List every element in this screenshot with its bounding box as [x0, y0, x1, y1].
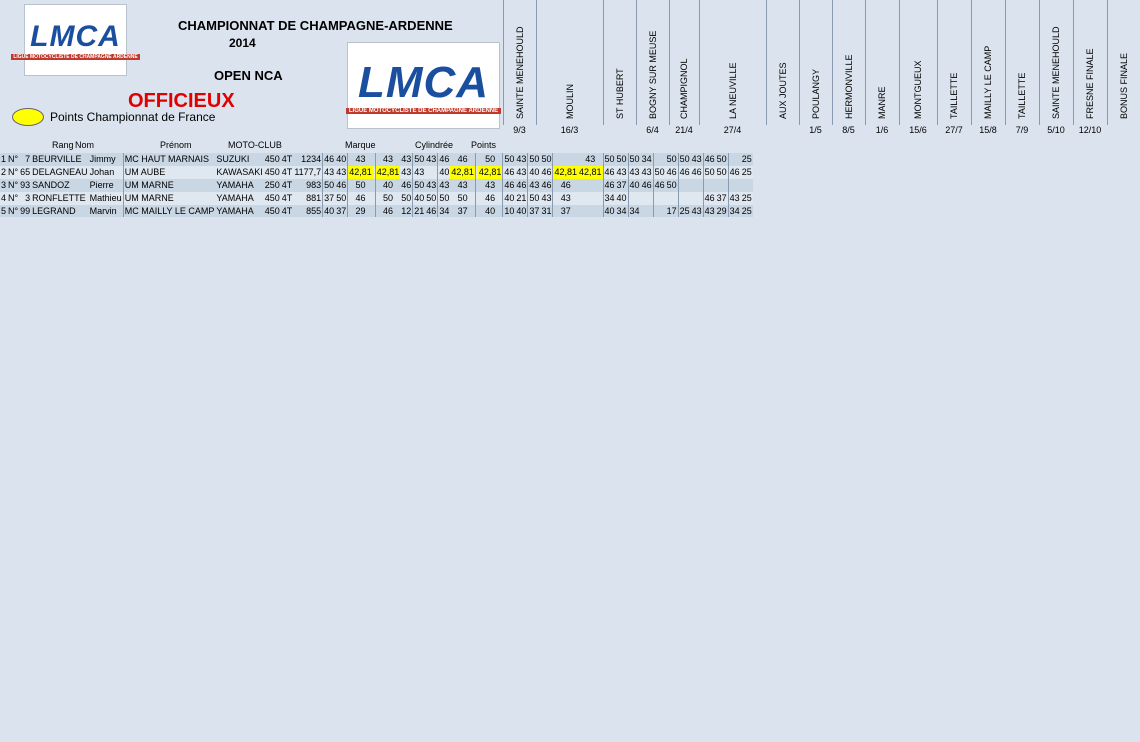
table-cell: 450	[264, 206, 280, 216]
table-cell: 17	[666, 206, 677, 216]
table-cell: 43	[439, 180, 450, 191]
table-cell: 40	[439, 167, 450, 178]
table-cell: SANDOZ	[31, 179, 89, 192]
event-header	[937, 0, 971, 125]
table-cell: 50	[716, 154, 727, 165]
table-cell: 50	[716, 167, 727, 178]
legend-yellow-swatch	[12, 108, 44, 126]
table-cell: UM MARNE	[123, 179, 215, 192]
event-header	[636, 0, 669, 125]
season-year: 2014	[229, 36, 256, 50]
table-row	[0, 166, 753, 179]
table-cell: YAMAHA	[215, 192, 263, 205]
event-date: 12/10	[1078, 125, 1102, 135]
table-row	[0, 192, 753, 205]
table-cell: 37	[450, 205, 475, 218]
table-cell: 29	[716, 206, 727, 216]
table-cell: 46	[439, 154, 450, 165]
event-date: 21/4	[675, 125, 693, 135]
table-cell: N°	[8, 180, 19, 191]
col-nom: Nom	[75, 140, 95, 150]
table-cell: 50	[426, 193, 437, 204]
table-cell: 50	[336, 193, 347, 204]
table-cell: 43	[553, 192, 578, 205]
event-name: CHAMPIGNOL	[679, 58, 689, 119]
table-cell	[653, 205, 666, 218]
table-cell: 4T	[281, 180, 293, 191]
table-cell: 37	[529, 206, 540, 216]
table-cell	[666, 192, 679, 205]
table-cell	[716, 179, 729, 192]
table-row	[0, 179, 753, 192]
table-cell: 1177,7	[294, 167, 322, 178]
table-cell: 42,81	[349, 167, 372, 178]
legend-label: Points Championnat de France	[50, 110, 216, 124]
table-cell: 46	[704, 154, 715, 165]
table-cell: 37	[336, 206, 347, 216]
table-cell	[678, 179, 691, 192]
table-cell: 43	[336, 167, 347, 178]
table-cell: 40	[604, 206, 615, 216]
table-cell: 40	[336, 154, 347, 165]
table-cell: 43	[691, 206, 702, 216]
table-cell: 37	[616, 180, 627, 191]
table-cell: 4T	[281, 193, 293, 204]
table-cell: 43	[375, 153, 400, 166]
table-cell: 2	[1, 167, 7, 178]
table-cell: 4T	[281, 206, 293, 216]
table-cell	[578, 205, 603, 218]
event-name: MONTGUEUX	[913, 60, 923, 119]
table-cell: 43	[729, 193, 740, 204]
table-cell: 46	[504, 167, 515, 178]
table-cell: 25	[741, 193, 752, 204]
table-cell	[653, 192, 666, 205]
table-cell: SUZUKI	[215, 153, 263, 166]
table-cell: Pierre	[89, 179, 124, 192]
table-cell: 42,81	[376, 167, 400, 178]
table-cell: 43	[691, 154, 702, 165]
table-cell: 46	[604, 180, 615, 191]
table-cell: MC MAILLY LE CAMP	[124, 206, 215, 216]
table-cell: 25	[679, 206, 690, 216]
table-cell: 50	[450, 192, 475, 205]
table-cell: 40	[324, 206, 335, 216]
table-cell: 42,81	[478, 167, 502, 178]
table-cell: 50	[529, 193, 540, 204]
table-cell: 250	[264, 180, 280, 191]
table-cell: 34	[439, 206, 450, 216]
table-cell: 46	[553, 179, 578, 192]
event-date: 16/3	[560, 125, 579, 135]
event-date: 27/7	[945, 125, 963, 135]
event-date: 15/8	[979, 125, 997, 135]
event-header	[1073, 0, 1107, 125]
table-cell: KAWASAKI	[216, 167, 263, 178]
event-name: POULANGY	[810, 68, 821, 119]
table-cell: 43	[426, 180, 437, 191]
table-cell: UM AUBE	[123, 166, 215, 179]
event-header	[1107, 0, 1140, 125]
table-cell: 1234	[293, 153, 322, 166]
table-cell: 99	[20, 206, 31, 216]
event-date: 6/4	[646, 125, 659, 135]
table-cell: 46	[641, 180, 652, 191]
table-cell: 43	[401, 167, 412, 178]
table-cell: DELAGNEAU	[32, 167, 88, 178]
lmca-logo-large: LMCA LIGUE MOTOCYCLISTE DE CHAMPAGNE ARDENNE	[347, 42, 500, 129]
event-date: 15/6	[909, 125, 927, 135]
table-cell: 4T	[281, 167, 293, 178]
table-cell: 37	[553, 205, 578, 218]
table-cell: 21	[414, 206, 425, 216]
table-cell: 40	[504, 193, 515, 204]
table-cell: 12	[401, 206, 412, 216]
table-cell: 34	[604, 193, 615, 204]
table-cell: 46	[691, 167, 702, 178]
col-rang: Rang	[52, 140, 74, 150]
table-row	[0, 153, 753, 166]
event-header	[799, 0, 832, 125]
table-cell: 34	[729, 206, 740, 216]
table-row	[0, 205, 753, 218]
table-cell: 50	[704, 167, 715, 178]
table-cell	[578, 179, 603, 192]
table-cell: 50	[604, 154, 615, 165]
table-cell: 42,81	[578, 167, 602, 178]
col-points: Points	[471, 140, 497, 150]
table-cell: N°	[8, 167, 19, 178]
results-table	[0, 153, 753, 217]
table-cell: 46	[336, 180, 347, 191]
table-cell: 50	[654, 167, 665, 178]
event-date: 9/3	[513, 125, 526, 135]
event-date: 27/4	[723, 125, 742, 135]
event-name: ST HUBERT	[614, 68, 625, 119]
table-cell	[641, 192, 654, 205]
table-cell: 46	[426, 206, 437, 216]
table-cell: 46	[504, 180, 515, 191]
table-cell: 50	[666, 154, 677, 165]
table-cell	[628, 192, 641, 205]
table-cell: 43	[578, 153, 603, 166]
table-cell: 450	[264, 154, 280, 165]
event-name: MANRE	[877, 86, 887, 119]
table-cell: 43	[414, 167, 425, 178]
table-cell: 40	[516, 206, 527, 216]
table-cell: 34	[629, 206, 640, 216]
event-header	[603, 0, 636, 125]
event-name: MAILLY LE CAMP	[983, 45, 993, 119]
table-cell: 43	[324, 167, 335, 178]
event-name: FRESNE FINALE	[1085, 48, 1095, 119]
table-cell: 10	[504, 206, 515, 216]
table-cell: 43	[616, 167, 627, 178]
table-cell: 34	[641, 154, 652, 165]
status-label: OFFICIEUX	[128, 90, 235, 112]
table-cell: 4T	[281, 154, 293, 165]
event-name: BOGNY SUR MEUSE	[647, 30, 658, 119]
event-date: 1/5	[809, 125, 822, 135]
table-cell: 46	[729, 167, 740, 178]
table-cell: 3	[1, 180, 7, 191]
table-cell: 40	[616, 193, 627, 204]
table-cell: 46	[324, 154, 335, 165]
table-cell	[678, 192, 691, 205]
table-cell: 43	[641, 167, 652, 178]
table-cell	[641, 205, 654, 218]
table-cell: 881	[293, 192, 322, 205]
table-cell: 46	[348, 192, 373, 205]
table-cell: 50	[504, 154, 515, 165]
table-cell: 3	[19, 192, 31, 205]
table-cell: 46	[541, 180, 552, 191]
table-cell: 50	[616, 154, 627, 165]
table-cell: 37	[324, 193, 335, 204]
table-cell: 1	[1, 154, 7, 165]
table-cell: YAMAHA	[215, 205, 263, 218]
table-cell: 43	[478, 179, 503, 192]
col-cyl: Cylindrée	[415, 140, 454, 150]
table-cell: 46	[666, 167, 677, 178]
table-cell: 29	[348, 205, 373, 218]
event-header	[1005, 0, 1039, 125]
event-name: LA NEUVILLE	[727, 62, 738, 119]
event-header	[865, 0, 899, 125]
table-cell	[553, 153, 578, 166]
col-prenom: Prénom	[160, 140, 192, 150]
championship-title: CHAMPIONNAT DE CHAMPAGNE-ARDENNE	[178, 18, 453, 33]
table-cell: LEGRAND	[31, 205, 89, 218]
table-cell: 46	[516, 180, 527, 191]
table-cell: 50	[375, 192, 400, 205]
category-title: OPEN NCA	[214, 68, 283, 83]
event-header	[536, 0, 603, 125]
table-cell: RONFLETTE	[31, 192, 89, 205]
table-cell: UM MARNE	[123, 192, 215, 205]
table-cell	[653, 153, 666, 166]
table-cell: MC HAUT MARNAIS	[123, 153, 215, 166]
event-name: SAINTE MENEHOULD	[1051, 26, 1061, 119]
table-cell: 450	[264, 167, 280, 178]
table-cell: Jimmy	[89, 153, 124, 166]
event-header	[669, 0, 699, 125]
table-cell: 50	[324, 180, 335, 191]
table-cell: 40	[414, 193, 425, 204]
table-cell: 46	[478, 192, 503, 205]
table-cell	[728, 179, 741, 192]
table-cell: 65	[20, 167, 31, 178]
table-cell: 25	[741, 167, 752, 178]
col-marque: Marque	[345, 140, 376, 150]
table-cell: 43	[450, 179, 475, 192]
table-cell: Marvin	[89, 205, 124, 218]
table-cell: 46	[450, 153, 475, 166]
table-cell: N°	[8, 206, 19, 216]
event-name: BONUS FINALE	[1118, 52, 1129, 119]
col-club: MOTO-CLUB	[228, 140, 282, 150]
table-cell: 43	[516, 167, 527, 178]
table-cell: 855	[293, 205, 322, 218]
table-cell: 43	[529, 180, 540, 191]
table-cell: 40	[529, 167, 540, 178]
table-cell: 46	[604, 167, 615, 178]
table-cell: 40	[629, 180, 640, 191]
table-cell: N°	[8, 193, 19, 204]
table-cell: 46	[401, 180, 412, 191]
table-cell: 25	[741, 154, 752, 165]
lmca-logo-small: LMCA LIGUE MOTOCYCLISTE DE CHAMPAGNE ARDENNE	[24, 4, 127, 76]
table-cell: 34	[616, 206, 627, 216]
table-cell: 50	[666, 180, 677, 191]
table-cell: Mathieu	[89, 193, 122, 204]
event-header	[971, 0, 1005, 125]
event-header	[1039, 0, 1073, 125]
table-cell: 50	[439, 193, 450, 204]
table-cell: 43	[348, 153, 373, 166]
event-name: TAILLETTE	[949, 72, 959, 119]
table-cell: 46	[541, 167, 552, 178]
table-cell: 50	[478, 153, 503, 166]
table-cell: BEURVILLE	[31, 153, 89, 166]
table-cell: 7	[19, 153, 31, 166]
event-date: 5/10	[1047, 125, 1065, 135]
table-cell: 40	[375, 179, 400, 192]
table-cell: Johan	[89, 166, 124, 179]
table-cell	[703, 179, 716, 192]
table-cell: 50	[679, 154, 690, 165]
table-cell: 37	[716, 193, 727, 204]
table-cell: 21	[516, 193, 527, 204]
table-cell: 50	[414, 154, 425, 165]
table-cell	[691, 192, 704, 205]
table-cell	[728, 153, 741, 166]
event-date: 8/5	[842, 125, 855, 135]
event-name: SAINTE MENEHOULD	[514, 26, 525, 119]
table-cell: 50	[348, 179, 373, 192]
event-name: AUX JOUTES	[777, 62, 788, 119]
table-cell: 43	[704, 206, 715, 216]
table-cell: 31	[541, 206, 552, 216]
event-header	[899, 0, 937, 125]
event-name: MOULIN	[564, 83, 575, 119]
table-cell: 450	[264, 193, 280, 204]
table-cell	[741, 179, 753, 192]
table-cell: 40	[478, 205, 503, 218]
table-cell: 5	[1, 206, 7, 216]
table-cell: 50	[414, 180, 425, 191]
table-cell: 25	[741, 206, 752, 216]
event-header	[503, 0, 536, 125]
event-name: HERMONVILLE	[843, 54, 854, 119]
legend	[12, 108, 215, 126]
table-cell: 42,81	[554, 167, 577, 178]
table-cell: 46	[704, 193, 715, 204]
event-date: 1/6	[875, 125, 889, 135]
table-cell: 43	[426, 154, 437, 165]
event-date: 7/9	[1015, 125, 1029, 135]
table-cell: 4	[1, 193, 7, 204]
table-cell: 43	[629, 167, 640, 178]
table-cell: 983	[293, 179, 322, 192]
table-cell: 50	[541, 154, 552, 165]
table-cell: N°	[8, 154, 19, 165]
table-cell: 50	[401, 193, 412, 204]
table-cell: 50	[629, 154, 640, 165]
table-cell: YAMAHA	[215, 179, 263, 192]
table-cell	[578, 192, 603, 205]
table-cell: 42,81	[451, 167, 474, 178]
event-header	[832, 0, 865, 125]
event-header	[766, 0, 799, 125]
event-header	[699, 0, 766, 125]
table-cell: 50	[529, 154, 540, 165]
table-cell: 43	[401, 154, 412, 165]
table-cell: 46	[375, 205, 400, 218]
table-cell: 46	[679, 167, 690, 178]
table-cell	[425, 166, 438, 179]
table-cell: 46	[654, 180, 665, 191]
table-cell: 93	[20, 180, 31, 191]
table-cell: 43	[541, 193, 552, 204]
event-name: TAILLETTE	[1017, 72, 1027, 119]
table-cell: 43	[516, 154, 527, 165]
table-cell	[691, 179, 704, 192]
